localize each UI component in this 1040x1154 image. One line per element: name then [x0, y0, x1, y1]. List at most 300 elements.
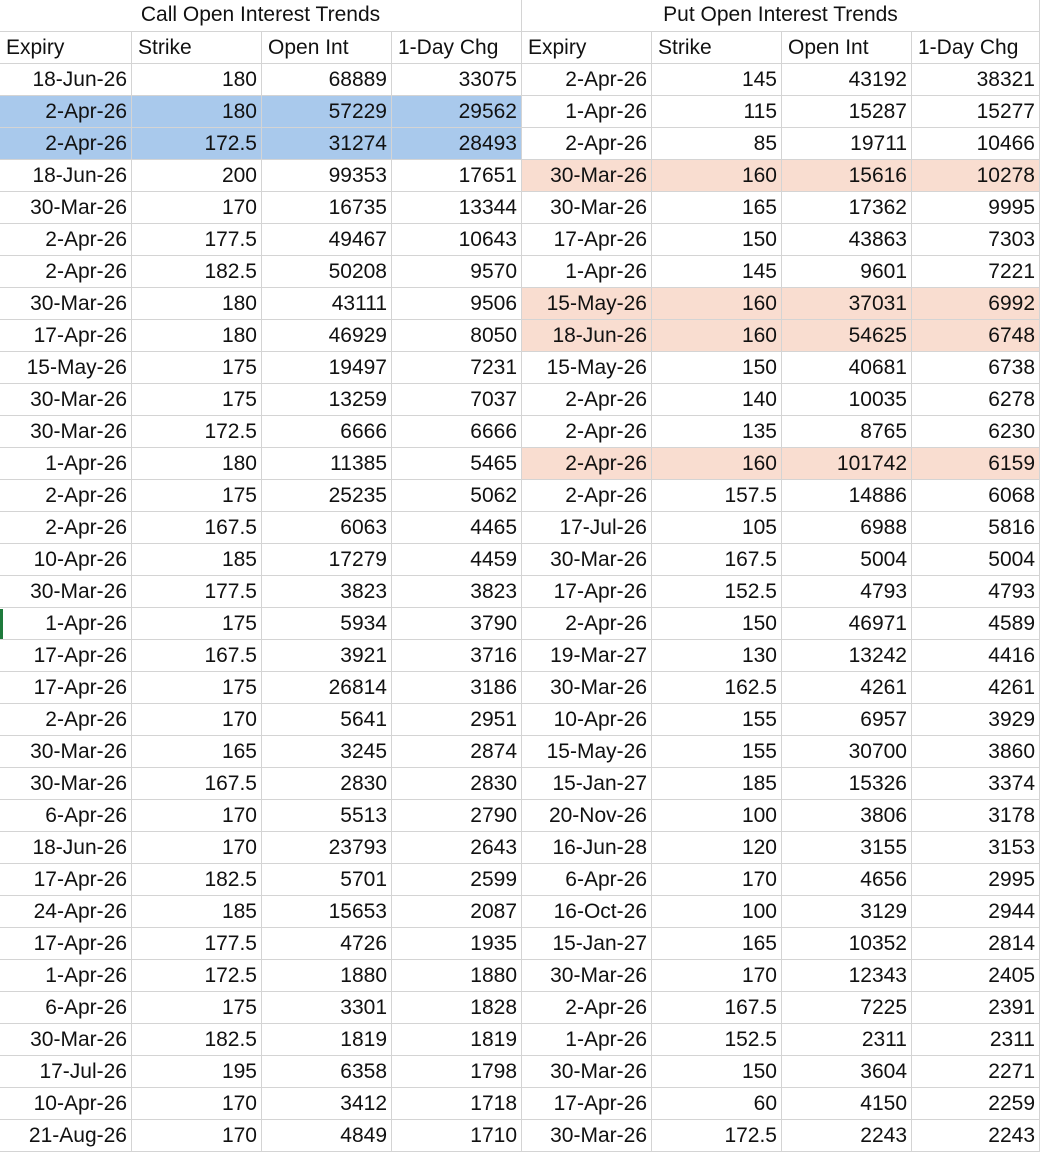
- call-open-int-cell[interactable]: 4726: [262, 928, 392, 960]
- call-open-int-cell[interactable]: 6358: [262, 1056, 392, 1088]
- call-1day-chg-cell[interactable]: 8050: [392, 320, 522, 352]
- put-1day-chg-cell[interactable]: 2311: [912, 1024, 1040, 1056]
- call-strike-cell[interactable]: 177.5: [132, 928, 262, 960]
- put-open-int-cell[interactable]: 6957: [782, 704, 912, 736]
- put-expiry-cell[interactable]: 15-May-26: [522, 352, 652, 384]
- put-expiry-cell[interactable]: 2-Apr-26: [522, 64, 652, 96]
- put-strike-cell[interactable]: 120: [652, 832, 782, 864]
- table-row: [0, 480, 1040, 512]
- call-1day-chg-cell[interactable]: 2087: [392, 896, 522, 928]
- call-open-int-cell[interactable]: 3921: [262, 640, 392, 672]
- put-expiry-cell[interactable]: 30-Mar-26: [522, 960, 652, 992]
- call-open-int-cell[interactable]: 19497: [262, 352, 392, 384]
- call-1day-chg-cell[interactable]: 4459: [392, 544, 522, 576]
- put-1day-chg-cell[interactable]: 5816: [912, 512, 1040, 544]
- put-1day-chg-cell[interactable]: 6278: [912, 384, 1040, 416]
- put-strike-cell[interactable]: 100: [652, 800, 782, 832]
- call-1day-chg-cell[interactable]: 2830: [392, 768, 522, 800]
- call-open-int-cell[interactable]: 46929: [262, 320, 392, 352]
- put-strike-cell[interactable]: 160: [652, 288, 782, 320]
- call-open-int-cell[interactable]: 1880: [262, 960, 392, 992]
- put-expiry-cell[interactable]: 30-Mar-26: [522, 1056, 652, 1088]
- table-row: [0, 864, 1040, 896]
- call-1day-chg-cell[interactable]: 7037: [392, 384, 522, 416]
- call-expiry-cell[interactable]: 18-Jun-26: [0, 64, 132, 96]
- put-1day-chg-cell[interactable]: 3374: [912, 768, 1040, 800]
- call-1day-chg-cell[interactable]: 1880: [392, 960, 522, 992]
- put-1day-chg-cell[interactable]: 2995: [912, 864, 1040, 896]
- call-1day-chg-cell[interactable]: 1828: [392, 992, 522, 1024]
- call-1day-chg-cell[interactable]: 7231: [392, 352, 522, 384]
- put-expiry-cell[interactable]: 19-Mar-27: [522, 640, 652, 672]
- call-expiry-cell[interactable]: 17-Apr-26: [0, 640, 132, 672]
- put-expiry-cell[interactable]: 2-Apr-26: [522, 128, 652, 160]
- call-expiry-cell[interactable]: 17-Jul-26: [0, 1056, 132, 1088]
- call-1day-chg-cell[interactable]: 3716: [392, 640, 522, 672]
- put-strike-cell[interactable]: 155: [652, 704, 782, 736]
- call-open-int-cell[interactable]: 13259: [262, 384, 392, 416]
- call-open-int-cell[interactable]: 99353: [262, 160, 392, 192]
- call-expiry-cell[interactable]: 30-Mar-26: [0, 192, 132, 224]
- call-open-int-cell[interactable]: 3823: [262, 576, 392, 608]
- put-open-int-cell[interactable]: 15287: [782, 96, 912, 128]
- call-open-int-cell[interactable]: 57229: [262, 96, 392, 128]
- call-1day-chg-cell[interactable]: 4465: [392, 512, 522, 544]
- put-1day-chg-cell[interactable]: 7221: [912, 256, 1040, 288]
- call-strike-cell[interactable]: 170: [132, 192, 262, 224]
- put-expiry-cell[interactable]: 20-Nov-26: [522, 800, 652, 832]
- put-expiry-cell[interactable]: 2-Apr-26: [522, 448, 652, 480]
- call-1day-chg-header[interactable]: 1-Day Chg: [392, 32, 522, 64]
- call-expiry-cell[interactable]: 6-Apr-26: [0, 992, 132, 1024]
- put-open-int-cell[interactable]: 54625: [782, 320, 912, 352]
- call-strike-cell[interactable]: 182.5: [132, 864, 262, 896]
- call-expiry-cell[interactable]: 2-Apr-26: [0, 128, 132, 160]
- call-1day-chg-cell[interactable]: 1819: [392, 1024, 522, 1056]
- put-open-int-cell[interactable]: 15616: [782, 160, 912, 192]
- call-expiry-cell[interactable]: 30-Mar-26: [0, 736, 132, 768]
- put-strike-cell[interactable]: 60: [652, 1088, 782, 1120]
- put-strike-cell[interactable]: 185: [652, 768, 782, 800]
- put-expiry-cell[interactable]: 2-Apr-26: [522, 384, 652, 416]
- call-strike-cell[interactable]: 182.5: [132, 1024, 262, 1056]
- call-expiry-cell[interactable]: 2-Apr-26: [0, 256, 132, 288]
- put-strike-cell[interactable]: 140: [652, 384, 782, 416]
- put-strike-cell[interactable]: 155: [652, 736, 782, 768]
- put-1day-chg-cell[interactable]: 6068: [912, 480, 1040, 512]
- call-strike-cell[interactable]: 177.5: [132, 576, 262, 608]
- put-open-int-cell[interactable]: 8765: [782, 416, 912, 448]
- call-1day-chg-cell[interactable]: 3790: [392, 608, 522, 640]
- table-row: [0, 1024, 1040, 1056]
- put-open-int-cell[interactable]: 37031: [782, 288, 912, 320]
- put-strike-cell[interactable]: 160: [652, 448, 782, 480]
- call-open-int-cell[interactable]: 3301: [262, 992, 392, 1024]
- put-1day-chg-cell[interactable]: 3153: [912, 832, 1040, 864]
- call-expiry-cell[interactable]: 30-Mar-26: [0, 288, 132, 320]
- put-expiry-cell[interactable]: 30-Mar-26: [522, 672, 652, 704]
- put-1day-chg-cell[interactable]: 4589: [912, 608, 1040, 640]
- put-strike-cell[interactable]: 150: [652, 608, 782, 640]
- call-1day-chg-cell[interactable]: 2790: [392, 800, 522, 832]
- put-1day-chg-cell[interactable]: 2944: [912, 896, 1040, 928]
- call-expiry-cell[interactable]: 30-Mar-26: [0, 768, 132, 800]
- put-open-int-cell[interactable]: 4656: [782, 864, 912, 896]
- call-1day-chg-cell[interactable]: 2951: [392, 704, 522, 736]
- call-expiry-cell[interactable]: 2-Apr-26: [0, 704, 132, 736]
- call-open-int-cell[interactable]: 49467: [262, 224, 392, 256]
- call-expiry-cell[interactable]: 1-Apr-26: [0, 448, 132, 480]
- put-expiry-cell[interactable]: 10-Apr-26: [522, 704, 652, 736]
- put-open-int-cell[interactable]: 4261: [782, 672, 912, 704]
- call-strike-cell[interactable]: 180: [132, 96, 262, 128]
- put-expiry-cell[interactable]: 2-Apr-26: [522, 480, 652, 512]
- put-strike-cell[interactable]: 170: [652, 960, 782, 992]
- call-1day-chg-cell[interactable]: 2599: [392, 864, 522, 896]
- put-expiry-cell[interactable]: 1-Apr-26: [522, 96, 652, 128]
- call-strike-cell[interactable]: 170: [132, 1120, 262, 1152]
- call-strike-cell[interactable]: 165: [132, 736, 262, 768]
- table-row: [0, 352, 1040, 384]
- call-expiry-cell[interactable]: 6-Apr-26: [0, 800, 132, 832]
- put-open-int-cell[interactable]: 9601: [782, 256, 912, 288]
- call-expiry-cell[interactable]: 10-Apr-26: [0, 1088, 132, 1120]
- call-open-int-cell[interactable]: 2830: [262, 768, 392, 800]
- table-row: [0, 800, 1040, 832]
- table-row: [0, 704, 1040, 736]
- put-1day-chg-cell[interactable]: 9995: [912, 192, 1040, 224]
- put-section-title[interactable]: Put Open Interest Trends: [522, 0, 1040, 32]
- put-1day-chg-cell[interactable]: 2243: [912, 1120, 1040, 1152]
- call-1day-chg-cell[interactable]: 1718: [392, 1088, 522, 1120]
- put-1day-chg-cell[interactable]: 4416: [912, 640, 1040, 672]
- put-1day-chg-cell[interactable]: 4261: [912, 672, 1040, 704]
- put-strike-header[interactable]: Strike: [652, 32, 782, 64]
- call-open-int-cell[interactable]: 11385: [262, 448, 392, 480]
- put-1day-chg-cell[interactable]: 2405: [912, 960, 1040, 992]
- put-open-int-cell[interactable]: 2311: [782, 1024, 912, 1056]
- put-1day-chg-cell[interactable]: 15277: [912, 96, 1040, 128]
- call-expiry-cell[interactable]: 18-Jun-26: [0, 160, 132, 192]
- call-open-int-cell[interactable]: 5641: [262, 704, 392, 736]
- put-1day-chg-cell[interactable]: 7303: [912, 224, 1040, 256]
- put-strike-cell[interactable]: 160: [652, 320, 782, 352]
- call-1day-chg-cell[interactable]: 5062: [392, 480, 522, 512]
- put-strike-cell[interactable]: 105: [652, 512, 782, 544]
- put-strike-cell[interactable]: 150: [652, 352, 782, 384]
- put-strike-cell[interactable]: 162.5: [652, 672, 782, 704]
- put-expiry-cell[interactable]: 15-Jan-27: [522, 768, 652, 800]
- call-strike-cell[interactable]: 200: [132, 160, 262, 192]
- put-open-int-cell[interactable]: 17362: [782, 192, 912, 224]
- put-strike-cell[interactable]: 152.5: [652, 576, 782, 608]
- call-open-int-cell[interactable]: 6063: [262, 512, 392, 544]
- put-open-int-cell[interactable]: 10352: [782, 928, 912, 960]
- put-1day-chg-cell[interactable]: 3178: [912, 800, 1040, 832]
- call-1day-chg-cell[interactable]: 2643: [392, 832, 522, 864]
- call-open-int-cell[interactable]: 15653: [262, 896, 392, 928]
- call-expiry-cell[interactable]: 17-Apr-26: [0, 320, 132, 352]
- call-open-int-cell[interactable]: 1819: [262, 1024, 392, 1056]
- call-open-int-cell[interactable]: 43111: [262, 288, 392, 320]
- call-1day-chg-cell[interactable]: 9506: [392, 288, 522, 320]
- put-expiry-cell[interactable]: 2-Apr-26: [522, 992, 652, 1024]
- call-expiry-header[interactable]: Expiry: [0, 32, 132, 64]
- call-open-int-cell[interactable]: 31274: [262, 128, 392, 160]
- call-strike-cell[interactable]: 185: [132, 896, 262, 928]
- table-row: [0, 1088, 1040, 1120]
- put-expiry-cell[interactable]: 30-Mar-26: [522, 1120, 652, 1152]
- put-expiry-cell[interactable]: 17-Jul-26: [522, 512, 652, 544]
- call-1day-chg-cell[interactable]: 28493: [392, 128, 522, 160]
- put-open-int-cell[interactable]: 3155: [782, 832, 912, 864]
- call-strike-cell[interactable]: 180: [132, 64, 262, 96]
- put-strike-cell[interactable]: 165: [652, 192, 782, 224]
- put-1day-chg-cell[interactable]: 2814: [912, 928, 1040, 960]
- put-open-int-cell[interactable]: 40681: [782, 352, 912, 384]
- put-expiry-cell[interactable]: 17-Apr-26: [522, 224, 652, 256]
- put-strike-cell[interactable]: 157.5: [652, 480, 782, 512]
- put-expiry-cell[interactable]: 15-May-26: [522, 736, 652, 768]
- put-1day-chg-cell[interactable]: 2271: [912, 1056, 1040, 1088]
- put-1day-chg-cell[interactable]: 3929: [912, 704, 1040, 736]
- call-open-int-cell[interactable]: 5513: [262, 800, 392, 832]
- call-strike-cell[interactable]: 177.5: [132, 224, 262, 256]
- call-strike-cell[interactable]: 167.5: [132, 512, 262, 544]
- put-1day-chg-cell[interactable]: 5004: [912, 544, 1040, 576]
- call-1day-chg-cell[interactable]: 29562: [392, 96, 522, 128]
- put-open-int-cell[interactable]: 43192: [782, 64, 912, 96]
- call-open-int-cell[interactable]: 16735: [262, 192, 392, 224]
- call-open-int-cell[interactable]: 3245: [262, 736, 392, 768]
- table-row: [0, 928, 1040, 960]
- put-expiry-cell[interactable]: 2-Apr-26: [522, 416, 652, 448]
- call-1day-chg-cell[interactable]: 33075: [392, 64, 522, 96]
- call-strike-cell[interactable]: 172.5: [132, 128, 262, 160]
- call-strike-cell[interactable]: 185: [132, 544, 262, 576]
- put-strike-cell[interactable]: 172.5: [652, 1120, 782, 1152]
- call-1day-chg-cell[interactable]: 6666: [392, 416, 522, 448]
- call-open-int-cell[interactable]: 26814: [262, 672, 392, 704]
- put-open-int-cell[interactable]: 30700: [782, 736, 912, 768]
- put-strike-cell[interactable]: 130: [652, 640, 782, 672]
- put-expiry-cell[interactable]: 1-Apr-26: [522, 256, 652, 288]
- call-expiry-cell[interactable]: 2-Apr-26: [0, 96, 132, 128]
- table-row: [0, 1120, 1040, 1152]
- put-expiry-cell[interactable]: 15-Jan-27: [522, 928, 652, 960]
- call-expiry-cell[interactable]: 21-Aug-26: [0, 1120, 132, 1152]
- call-expiry-cell[interactable]: 10-Apr-26: [0, 544, 132, 576]
- call-expiry-cell[interactable]: 24-Apr-26: [0, 896, 132, 928]
- call-strike-cell[interactable]: 180: [132, 288, 262, 320]
- call-strike-cell[interactable]: 175: [132, 992, 262, 1024]
- put-open-int-cell[interactable]: 15326: [782, 768, 912, 800]
- put-1day-chg-cell[interactable]: 4793: [912, 576, 1040, 608]
- call-expiry-cell[interactable]: 17-Apr-26: [0, 928, 132, 960]
- call-1day-chg-cell[interactable]: 5465: [392, 448, 522, 480]
- call-open-int-header[interactable]: Open Int: [262, 32, 392, 64]
- put-1day-chg-cell[interactable]: 10278: [912, 160, 1040, 192]
- put-expiry-cell[interactable]: 1-Apr-26: [522, 1024, 652, 1056]
- put-open-int-cell[interactable]: 43863: [782, 224, 912, 256]
- put-open-int-cell[interactable]: 2243: [782, 1120, 912, 1152]
- put-strike-cell[interactable]: 170: [652, 864, 782, 896]
- call-strike-cell[interactable]: 172.5: [132, 960, 262, 992]
- call-open-int-cell[interactable]: 68889: [262, 64, 392, 96]
- call-expiry-cell[interactable]: 30-Mar-26: [0, 576, 132, 608]
- put-strike-cell[interactable]: 167.5: [652, 992, 782, 1024]
- put-expiry-cell[interactable]: 30-Mar-26: [522, 544, 652, 576]
- put-open-int-cell[interactable]: 10035: [782, 384, 912, 416]
- put-1day-chg-cell[interactable]: 2259: [912, 1088, 1040, 1120]
- table-row: [0, 256, 1040, 288]
- call-strike-cell[interactable]: 195: [132, 1056, 262, 1088]
- put-expiry-cell[interactable]: 16-Jun-28: [522, 832, 652, 864]
- call-expiry-cell[interactable]: 17-Apr-26: [0, 864, 132, 896]
- call-1day-chg-cell[interactable]: 1710: [392, 1120, 522, 1152]
- put-open-int-cell[interactable]: 7225: [782, 992, 912, 1024]
- put-1day-chg-cell[interactable]: 3860: [912, 736, 1040, 768]
- call-expiry-cell[interactable]: 30-Mar-26: [0, 384, 132, 416]
- put-1day-chg-cell[interactable]: 6159: [912, 448, 1040, 480]
- call-strike-cell[interactable]: 170: [132, 832, 262, 864]
- call-strike-cell[interactable]: 175: [132, 672, 262, 704]
- call-strike-header[interactable]: Strike: [132, 32, 262, 64]
- call-strike-cell[interactable]: 175: [132, 608, 262, 640]
- put-1day-chg-cell[interactable]: 6992: [912, 288, 1040, 320]
- call-strike-cell[interactable]: 167.5: [132, 768, 262, 800]
- table-row: [0, 896, 1040, 928]
- call-expiry-cell[interactable]: 30-Mar-26: [0, 416, 132, 448]
- call-open-int-cell[interactable]: 50208: [262, 256, 392, 288]
- put-open-int-cell[interactable]: 3604: [782, 1056, 912, 1088]
- call-1day-chg-cell[interactable]: 1798: [392, 1056, 522, 1088]
- put-strike-cell[interactable]: 85: [652, 128, 782, 160]
- call-expiry-cell[interactable]: 1-Apr-26: [0, 960, 132, 992]
- call-expiry-cell[interactable]: 2-Apr-26: [0, 512, 132, 544]
- call-strike-cell[interactable]: 175: [132, 352, 262, 384]
- put-open-int-cell[interactable]: 14886: [782, 480, 912, 512]
- call-strike-cell[interactable]: 182.5: [132, 256, 262, 288]
- put-open-int-cell[interactable]: 5004: [782, 544, 912, 576]
- call-section-title[interactable]: Call Open Interest Trends: [0, 0, 522, 32]
- put-open-int-cell[interactable]: 3806: [782, 800, 912, 832]
- put-expiry-cell[interactable]: 2-Apr-26: [522, 608, 652, 640]
- put-strike-cell[interactable]: 145: [652, 64, 782, 96]
- put-open-int-cell[interactable]: 13242: [782, 640, 912, 672]
- selection-marker: [0, 609, 3, 639]
- call-1day-chg-cell[interactable]: 3186: [392, 672, 522, 704]
- call-strike-cell[interactable]: 170: [132, 800, 262, 832]
- put-expiry-cell[interactable]: 18-Jun-26: [522, 320, 652, 352]
- call-strike-cell[interactable]: 180: [132, 320, 262, 352]
- call-expiry-cell[interactable]: 15-May-26: [0, 352, 132, 384]
- put-open-int-cell[interactable]: 3129: [782, 896, 912, 928]
- table-row: [0, 192, 1040, 224]
- put-open-int-cell[interactable]: 12343: [782, 960, 912, 992]
- table-row: [0, 384, 1040, 416]
- put-expiry-cell[interactable]: 6-Apr-26: [522, 864, 652, 896]
- call-expiry-cell[interactable]: 30-Mar-26: [0, 1024, 132, 1056]
- table-row: [0, 640, 1040, 672]
- call-expiry-cell[interactable]: 17-Apr-26: [0, 672, 132, 704]
- put-strike-cell[interactable]: 100: [652, 896, 782, 928]
- put-strike-cell[interactable]: 150: [652, 224, 782, 256]
- call-1day-chg-cell[interactable]: 10643: [392, 224, 522, 256]
- call-strike-cell[interactable]: 180: [132, 448, 262, 480]
- put-open-int-cell[interactable]: 19711: [782, 128, 912, 160]
- put-expiry-cell[interactable]: 30-Mar-26: [522, 192, 652, 224]
- call-expiry-cell[interactable]: 18-Jun-26: [0, 832, 132, 864]
- put-strike-cell[interactable]: 150: [652, 1056, 782, 1088]
- call-1day-chg-cell[interactable]: 17651: [392, 160, 522, 192]
- call-open-int-cell[interactable]: 3412: [262, 1088, 392, 1120]
- call-open-int-cell[interactable]: 5934: [262, 608, 392, 640]
- table-row: [0, 96, 1040, 128]
- put-expiry-cell[interactable]: 15-May-26: [522, 288, 652, 320]
- call-open-int-cell[interactable]: 25235: [262, 480, 392, 512]
- put-open-int-cell[interactable]: 46971: [782, 608, 912, 640]
- call-1day-chg-cell[interactable]: 2874: [392, 736, 522, 768]
- put-1day-chg-cell[interactable]: 38321: [912, 64, 1040, 96]
- put-strike-cell[interactable]: 135: [652, 416, 782, 448]
- call-1day-chg-cell[interactable]: 3823: [392, 576, 522, 608]
- put-strike-cell[interactable]: 115: [652, 96, 782, 128]
- put-expiry-cell[interactable]: 30-Mar-26: [522, 160, 652, 192]
- put-open-int-header[interactable]: Open Int: [782, 32, 912, 64]
- put-expiry-cell[interactable]: 17-Apr-26: [522, 576, 652, 608]
- call-strike-cell[interactable]: 167.5: [132, 640, 262, 672]
- put-open-int-cell[interactable]: 4793: [782, 576, 912, 608]
- put-open-int-cell[interactable]: 6988: [782, 512, 912, 544]
- call-strike-cell[interactable]: 170: [132, 704, 262, 736]
- put-strike-cell[interactable]: 152.5: [652, 1024, 782, 1056]
- table-row: [0, 160, 1040, 192]
- put-expiry-cell[interactable]: 16-Oct-26: [522, 896, 652, 928]
- call-open-int-cell[interactable]: 4849: [262, 1120, 392, 1152]
- put-expiry-header[interactable]: Expiry: [522, 32, 652, 64]
- call-expiry-cell[interactable]: 2-Apr-26: [0, 480, 132, 512]
- put-expiry-cell[interactable]: 17-Apr-26: [522, 1088, 652, 1120]
- call-strike-cell[interactable]: 170: [132, 1088, 262, 1120]
- put-1day-chg-cell[interactable]: 6748: [912, 320, 1040, 352]
- put-strike-cell[interactable]: 145: [652, 256, 782, 288]
- put-strike-cell[interactable]: 167.5: [652, 544, 782, 576]
- call-expiry-cell[interactable]: 2-Apr-26: [0, 224, 132, 256]
- put-1day-chg-cell[interactable]: 2391: [912, 992, 1040, 1024]
- put-1day-chg-cell[interactable]: 10466: [912, 128, 1040, 160]
- call-1day-chg-cell[interactable]: 13344: [392, 192, 522, 224]
- put-strike-cell[interactable]: 165: [652, 928, 782, 960]
- call-expiry-cell[interactable]: 1-Apr-26: [0, 608, 132, 640]
- put-1day-chg-header[interactable]: 1-Day Chg: [912, 32, 1040, 64]
- put-open-int-cell[interactable]: 101742: [782, 448, 912, 480]
- call-open-int-cell[interactable]: 17279: [262, 544, 392, 576]
- call-strike-cell[interactable]: 172.5: [132, 416, 262, 448]
- call-open-int-cell[interactable]: 6666: [262, 416, 392, 448]
- put-strike-cell[interactable]: 160: [652, 160, 782, 192]
- call-strike-cell[interactable]: 175: [132, 480, 262, 512]
- call-open-int-cell[interactable]: 23793: [262, 832, 392, 864]
- table-row: [0, 608, 1040, 640]
- call-1day-chg-cell[interactable]: 9570: [392, 256, 522, 288]
- call-1day-chg-cell[interactable]: 1935: [392, 928, 522, 960]
- call-strike-cell[interactable]: 175: [132, 384, 262, 416]
- call-open-int-cell[interactable]: 5701: [262, 864, 392, 896]
- put-1day-chg-cell[interactable]: 6230: [912, 416, 1040, 448]
- put-1day-chg-cell[interactable]: 6738: [912, 352, 1040, 384]
- put-open-int-cell[interactable]: 4150: [782, 1088, 912, 1120]
